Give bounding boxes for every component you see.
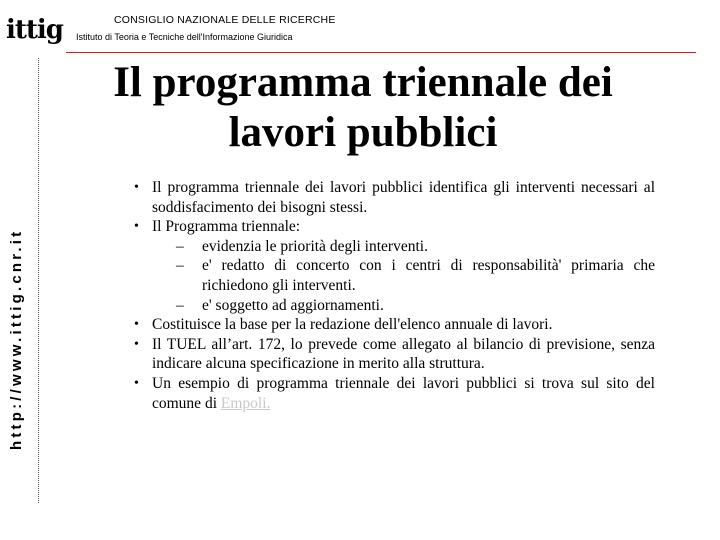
list-item-text: Il TUEL all’art. 172, lo prevede come allegato al bilancio di previsione, senza indicare alcuna specificazione in merito alla struttura. [152, 335, 655, 373]
list-item [132, 217, 655, 237]
sub-list-item [132, 296, 655, 316]
sub-list-item [132, 237, 655, 257]
list-item [132, 315, 655, 335]
organization-name: CONSIGLIO NAZIONALE DELLE RICERCHE [114, 14, 336, 26]
list-item-text: Costituisce la base per la redazione dell'elenco annuale di lavori. [152, 316, 553, 334]
header-divider [66, 52, 696, 53]
bullet-list [132, 178, 655, 413]
bullet-icon: • [134, 219, 139, 235]
sub-list-item [132, 256, 655, 295]
vertical-url: http://www.ittig.cnr.it [8, 228, 25, 450]
bullet-icon: • [134, 180, 139, 195]
bullet-icon: • [134, 336, 139, 352]
empoli-link[interactable]: Empoli. [220, 394, 271, 412]
logo-text: ittig [6, 15, 63, 45]
ittig-logo [6, 10, 62, 50]
slide-content [132, 178, 655, 413]
sub-list-item-text: evidenzia le priorità degli interventi. [202, 237, 428, 255]
slide-title: Il programma triennale dei lavori pubblici [113, 59, 613, 156]
list-item-text: Un esempio di programma triennale dei lavori pubblici si trova sul sito del comune di [152, 374, 655, 412]
list-item [132, 374, 655, 413]
list-item [132, 178, 655, 217]
list-item [132, 335, 655, 374]
bullet-icon: • [134, 375, 139, 391]
list-item-text: Il Programma triennale: [152, 218, 301, 236]
dash-icon: – [176, 257, 184, 275]
sub-list-item-text: e' soggetto ad aggiornamenti. [202, 296, 384, 314]
sub-list-item-text: e' redatto di concerto con i centri di responsabilità' primaria che richiedono gli interventi. [202, 257, 655, 294]
institute-name: Istituto di Teoria e Tecniche dell'Informazione Giuridica [76, 32, 293, 42]
list-item-text: Il programma triennale dei lavori pubblici identifica gli interventi necessari al soddisfacimento dei bisogni stessi. [152, 179, 655, 216]
dash-icon: – [176, 237, 184, 255]
side-divider [38, 58, 39, 503]
dash-icon: – [176, 296, 184, 314]
bullet-icon: • [134, 317, 139, 333]
